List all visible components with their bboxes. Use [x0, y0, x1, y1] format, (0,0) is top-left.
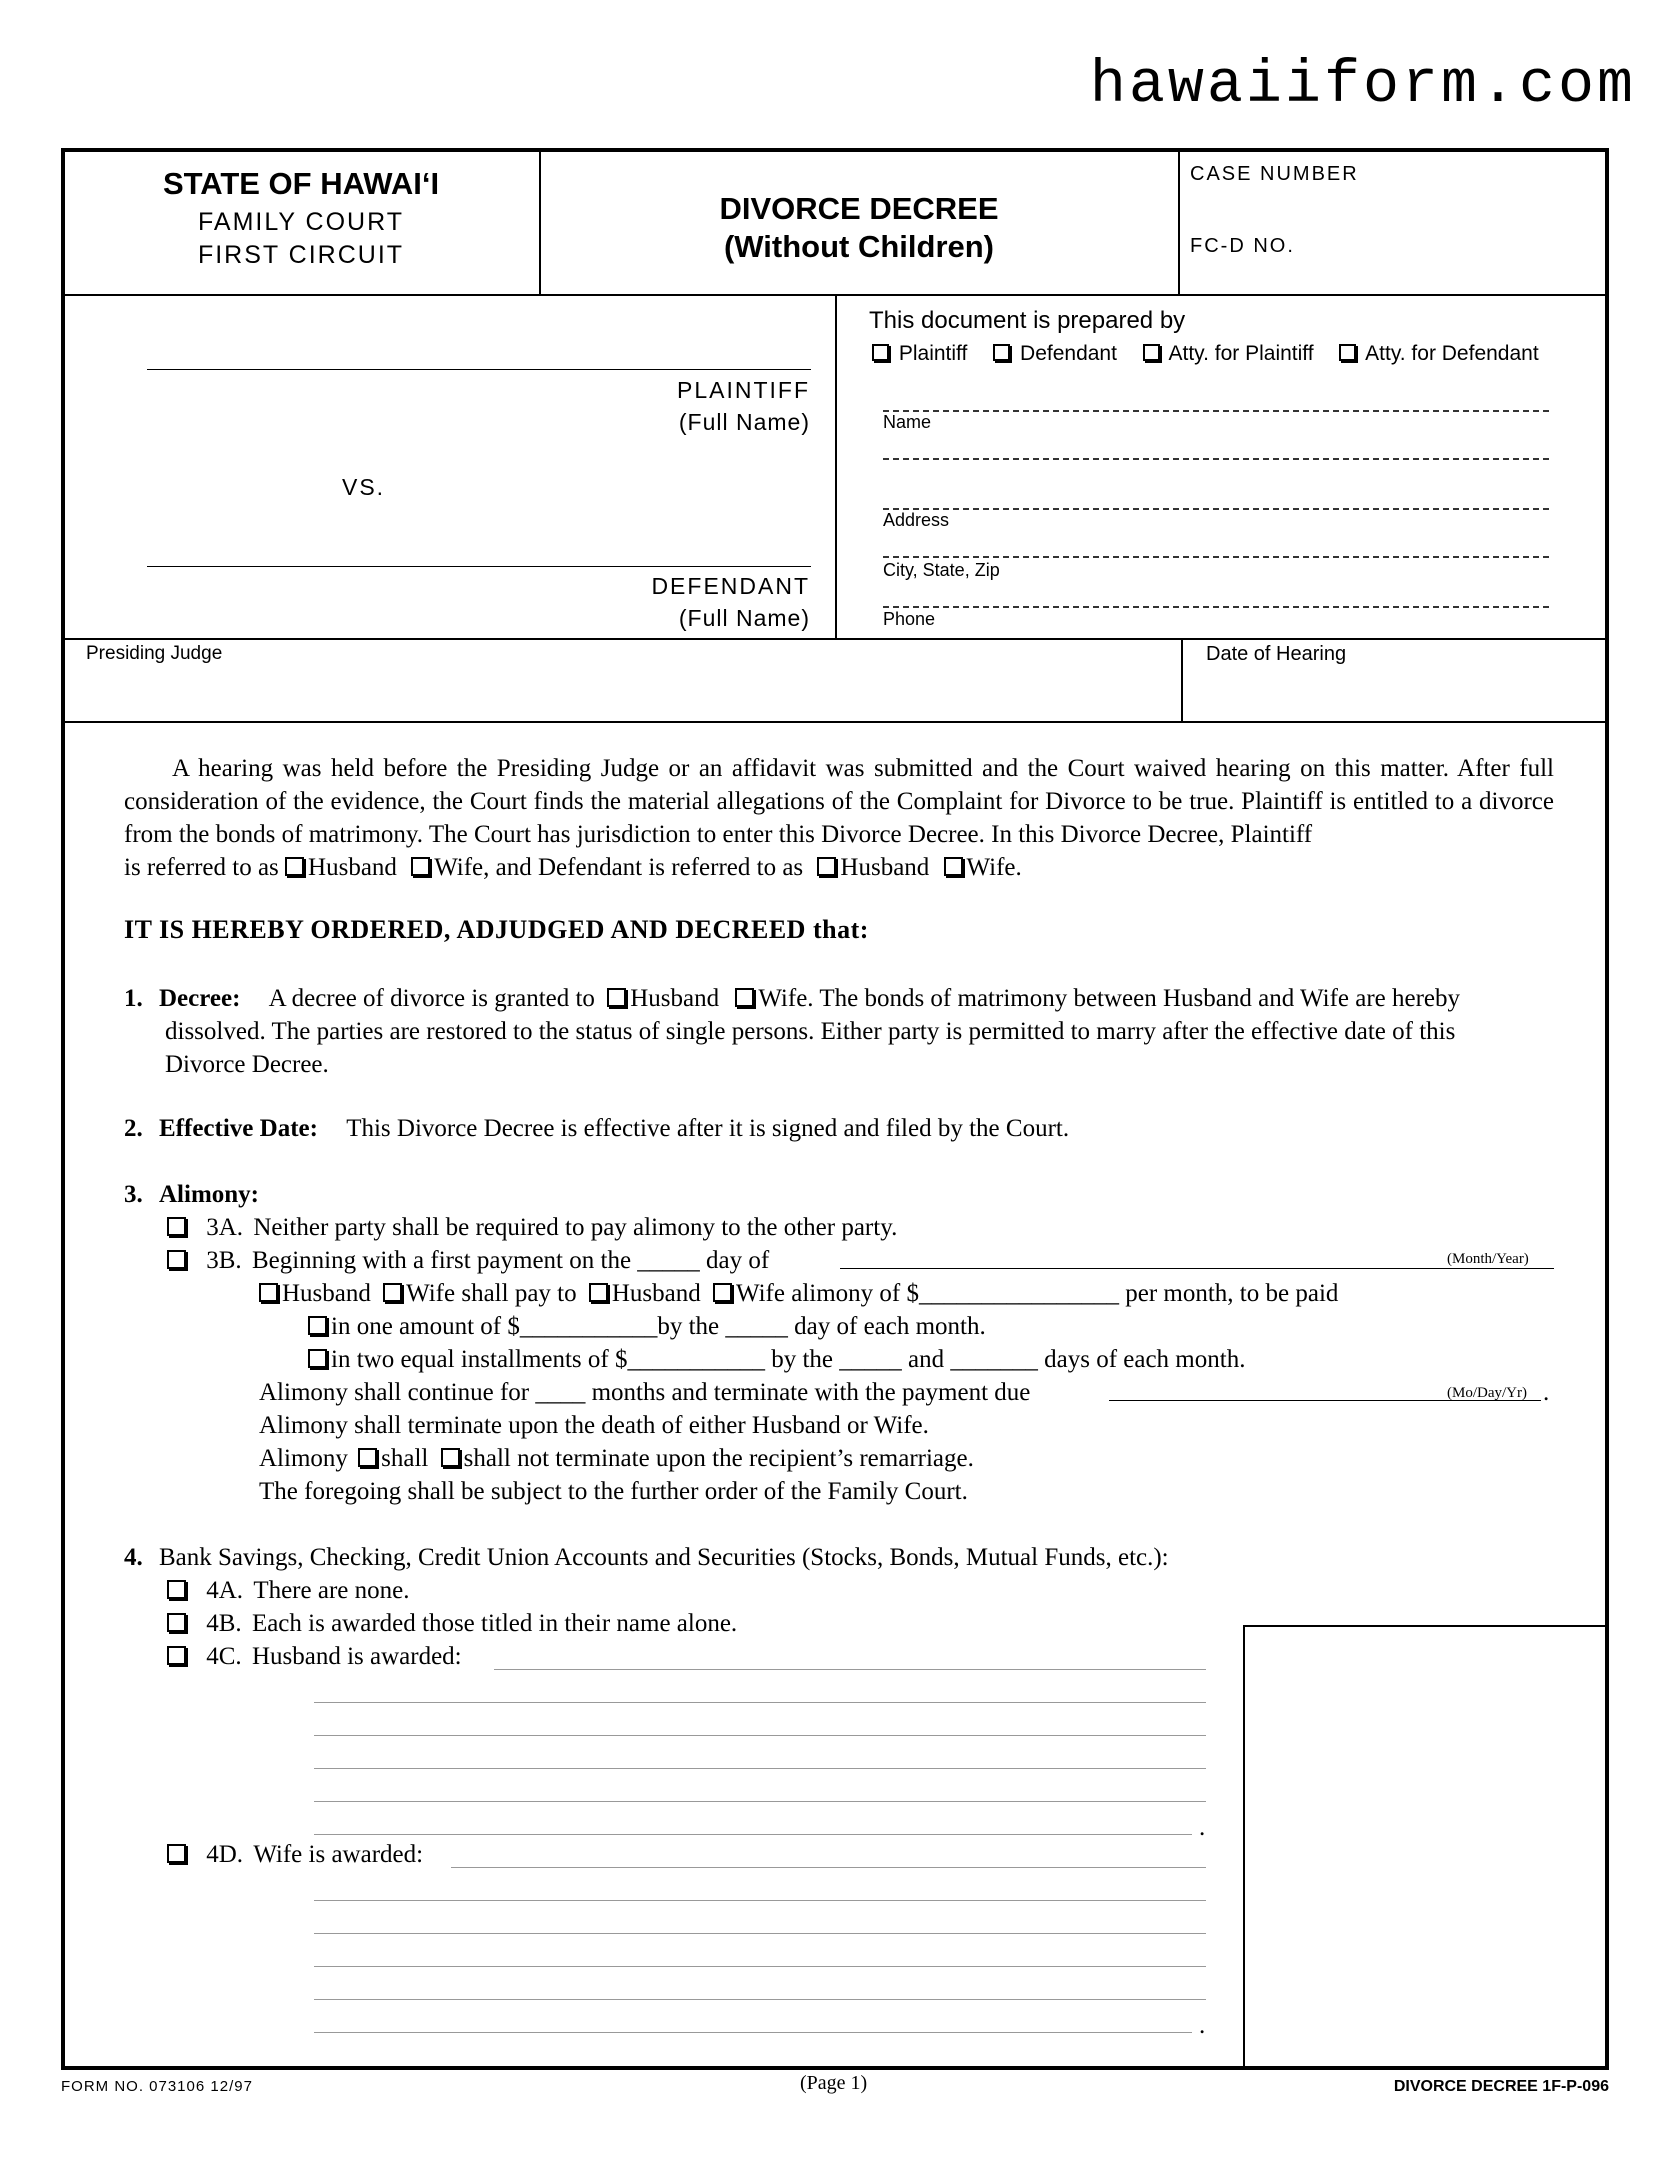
fcd-label: FC-D NO.: [1190, 235, 1295, 257]
judge-row-divider: [1181, 638, 1183, 722]
payee-husband-checkbox[interactable]: [589, 1283, 608, 1302]
one-amount-checkbox[interactable]: [308, 1316, 327, 1335]
section4a: 4A. There are none.: [167, 1574, 409, 1607]
parties-bottom-divider: [61, 638, 1609, 640]
plaintiff-sub: (Full Name): [678, 409, 810, 435]
phone-dash-line: [883, 606, 1549, 608]
husband-award-input-2[interactable]: [314, 1675, 1210, 1703]
section3a: 3A. Neither party shall be required to pay alimony to the other party.: [167, 1211, 897, 1244]
section3b-payer-line: Husband Wife shall pay to Husband Wife alimony of $________________ per month, to be paid: [259, 1277, 1338, 1310]
section4c: 4C. Husband is awarded:: [167, 1640, 462, 1673]
foregoing-line: The foregoing shall be subject to the further order of the Family Court.: [259, 1478, 968, 1505]
court-block: [65, 166, 537, 270]
month-year-caption: (Month/Year): [1447, 1251, 1529, 1267]
preparer-address-line1-input[interactable]: [883, 428, 1553, 458]
court-name: FAMILY COURT: [198, 208, 404, 236]
section2-title: Effective Date:: [159, 1115, 318, 1142]
plaintiff-husband-checkbox[interactable]: [285, 857, 304, 876]
prepared-by-defendant[interactable]: Defendant: [993, 342, 1117, 365]
checkbox[interactable]: [1143, 344, 1160, 361]
plaintiff-label-block: [560, 374, 810, 438]
section1-num: 1.: [124, 985, 143, 1012]
order-heading: IT IS HEREBY ORDERED, ADJUDGED AND DECREED that:: [124, 915, 869, 944]
mo-day-yr-caption: (Mo/Day/Yr): [1447, 1385, 1527, 1401]
preparer-city-input[interactable]: [1010, 526, 1553, 556]
form-number: FORM NO. 073106 12/97: [61, 2078, 253, 2095]
watermark: hawaiiform.com: [1089, 52, 1636, 120]
defendant-line: [147, 566, 811, 567]
document-title-block: [541, 190, 1177, 266]
intro-line-4: is referred to as Husband Wife, and Defendant is referred to as Husband Wife.: [124, 854, 1022, 881]
stamp-box: [1243, 1625, 1609, 2070]
fcd-number-input[interactable]: [1300, 232, 1594, 264]
checkbox[interactable]: [993, 344, 1010, 361]
husband-award-input-5[interactable]: [314, 1774, 1210, 1802]
document-subtitle: (Without Children): [723, 229, 995, 264]
husband-award-period: .: [1199, 1814, 1206, 1841]
alimony-month-year-input[interactable]: [840, 1240, 1444, 1270]
defendant-label: DEFENDANT: [651, 573, 810, 599]
plaintiff-wife-checkbox[interactable]: [411, 857, 430, 876]
presiding-judge-input[interactable]: [86, 675, 1170, 711]
preparer-phone-input[interactable]: [883, 576, 1553, 606]
address-dash-line-2: [883, 508, 1549, 510]
case-number-label: CASE NUMBER: [1190, 163, 1359, 185]
accounts-4d-checkbox[interactable]: [167, 1844, 186, 1863]
section2-text: This Divorce Decree is effective after it is signed and filed by the Court.: [346, 1115, 1070, 1142]
two-installments-line: in two equal installments of $___________ by the _____ and _______ days of each month.: [308, 1343, 1245, 1376]
shall-checkbox[interactable]: [358, 1448, 377, 1467]
date-of-hearing-label: Date of Hearing: [1206, 643, 1347, 665]
phone-label: Phone: [883, 609, 936, 629]
husband-award-input-3[interactable]: [314, 1708, 1210, 1736]
date-of-hearing-input[interactable]: [1206, 675, 1600, 711]
one-amount-line: in one amount of $___________by the _____ day of each month.: [308, 1310, 986, 1343]
preparer-address-line2-input[interactable]: [883, 478, 1553, 508]
wife-award-input-1[interactable]: [451, 1840, 1210, 1868]
remarriage-line: Alimony shall shall not terminate upon the recipient’s remarriage.: [259, 1445, 974, 1472]
husband-award-input-4[interactable]: [314, 1741, 1210, 1769]
payment-due-input[interactable]: [1109, 1372, 1443, 1402]
prepared-by-atty-defendant[interactable]: Atty. for Defendant: [1339, 342, 1538, 365]
page-number: (Page 1): [800, 2072, 868, 2094]
presiding-judge-label: Presiding Judge: [86, 643, 223, 664]
shall-not-checkbox[interactable]: [441, 1448, 460, 1467]
terminate-death-line: Alimony shall terminate upon the death of either Husband or Wife.: [259, 1412, 929, 1439]
defendant-wife-checkbox[interactable]: [944, 857, 963, 876]
wife-award-input-5[interactable]: [314, 1972, 1210, 2000]
section4b: 4B. Each is awarded those titled in their name alone.: [167, 1607, 737, 1640]
alimony-3a-checkbox[interactable]: [167, 1217, 186, 1236]
checkbox[interactable]: [1339, 344, 1356, 361]
checkbox[interactable]: [872, 344, 889, 361]
alimony-3b-checkbox[interactable]: [167, 1250, 186, 1269]
section1-line3: Divorce Decree.: [165, 1051, 329, 1078]
accounts-4a-checkbox[interactable]: [167, 1580, 186, 1599]
judge-row-bottom: [61, 721, 1609, 723]
defendant-label-block: [560, 570, 810, 634]
husband-award-input-6[interactable]: [314, 1807, 1196, 1835]
section2: 2. Effective Date: This Divorce Decree is effective after it is signed and filed by the Court.: [124, 1115, 1070, 1142]
defendant-name-input[interactable]: [147, 533, 815, 565]
form-code: DIVORCE DECREE 1F-P-096: [1393, 2078, 1609, 2095]
city-label: City, State, Zip: [883, 560, 1000, 580]
prepared-by-atty-plaintiff[interactable]: Atty. for Plaintiff: [1143, 342, 1314, 365]
continue-period: .: [1543, 1379, 1550, 1406]
payer-wife-checkbox[interactable]: [383, 1283, 402, 1302]
defendant-husband-checkbox[interactable]: [817, 857, 836, 876]
header-col-divider-2: [1178, 148, 1180, 295]
decree-husband-checkbox[interactable]: [607, 988, 626, 1007]
accounts-4c-checkbox[interactable]: [167, 1646, 186, 1665]
wife-award-period: .: [1199, 2012, 1206, 2039]
wife-award-input-4[interactable]: [314, 1939, 1210, 1967]
section4-heading: 4. Bank Savings, Checking, Credit Union Accounts and Securities (Stocks, Bonds, Mutual Funds, etc.):: [124, 1544, 1169, 1571]
section1-line1: 1. Decree: A decree of divorce is granted to Husband Wife. The bonds of matrimony between Husband and Wife are hereby: [124, 985, 1461, 1012]
name-dash-line: [883, 410, 1549, 412]
state-name: STATE OF HAWAI‘I: [162, 166, 440, 201]
plaintiff-name-input[interactable]: [147, 336, 815, 368]
section1-title: Decree:: [159, 985, 241, 1012]
payee-wife-checkbox[interactable]: [713, 1283, 732, 1302]
husband-award-input-1[interactable]: [494, 1642, 1210, 1670]
decree-wife-checkbox[interactable]: [735, 988, 754, 1007]
preparer-name-input[interactable]: [883, 380, 1553, 410]
versus-label: VS.: [342, 474, 386, 500]
circuit-name: FIRST CIRCUIT: [197, 241, 405, 269]
plaintiff-label: PLAINTIFF: [676, 377, 810, 403]
case-number-input[interactable]: [1190, 190, 1594, 222]
intro-paragraph: A hearing was held before the Presiding Judge or an affidavit was submitted and the Court waived hearing on this matter. After full consideration of the evidence, the Court finds the material allegations of the Complaint for Divorce to be true. Plaintiff is entitled to a divorce from the bonds of matrimony. The Court has jurisdiction to enter this Divorce Decree. In this Divorce Decree, Plaintiff: [124, 755, 1554, 848]
prepared-by-title: This document is prepared by: [869, 307, 1186, 334]
parties-divider: [835, 294, 837, 639]
section3-heading: 3. Alimony:: [124, 1181, 259, 1208]
wife-award-input-3[interactable]: [314, 1906, 1210, 1934]
two-installments-checkbox[interactable]: [308, 1349, 327, 1368]
document-title: DIVORCE DECREE: [719, 191, 999, 226]
prepared-by-plaintiff[interactable]: Plaintiff: [872, 342, 967, 365]
city-dash-line: [883, 556, 1549, 558]
wife-award-input-6[interactable]: [314, 2005, 1196, 2033]
section1-line2: dissolved. The parties are restored to the status of single persons. Either party is permitted to marry after the effective date of this: [165, 1018, 1456, 1045]
alimony-continue-line: Alimony shall continue for ____ months and terminate with the payment due: [259, 1379, 1031, 1406]
address-dash-line-1: [883, 458, 1549, 460]
defendant-sub: (Full Name): [678, 605, 810, 631]
plaintiff-line: [147, 369, 811, 370]
section3b: 3B. Beginning with a first payment on the _____ day of: [167, 1244, 769, 1277]
prepared-by-options: [872, 342, 1539, 366]
payer-husband-checkbox[interactable]: [259, 1283, 278, 1302]
section4d: 4D. Wife is awarded:: [167, 1838, 423, 1871]
name-label: Name: [883, 412, 932, 432]
address-label: Address: [883, 510, 950, 530]
accounts-4b-checkbox[interactable]: [167, 1613, 186, 1632]
wife-award-input-2[interactable]: [314, 1873, 1210, 1901]
